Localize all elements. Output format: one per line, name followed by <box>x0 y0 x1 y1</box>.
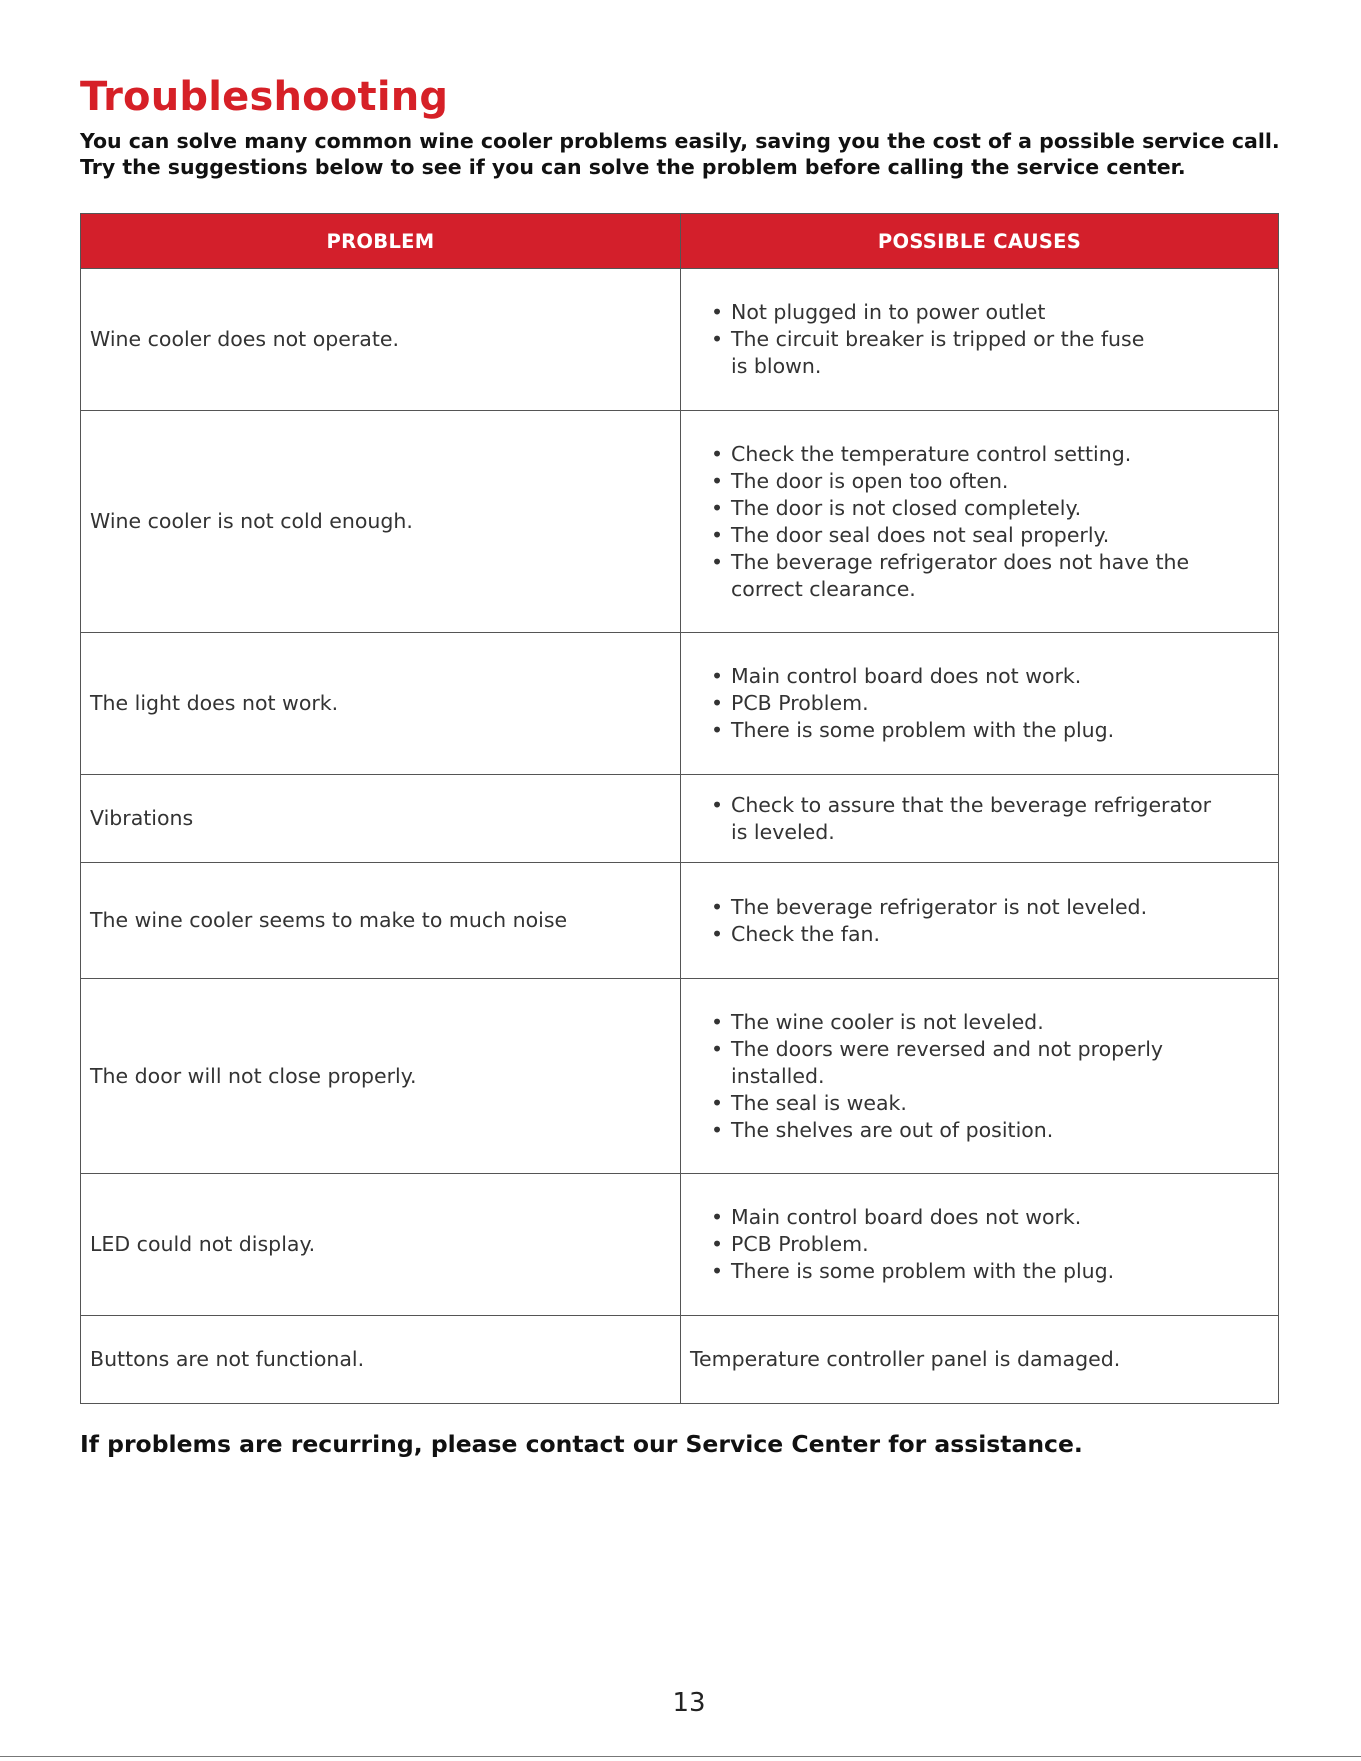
table-row <box>81 863 1279 979</box>
cause-item: • There is some problem with the plug. <box>709 717 1272 744</box>
causes-cell <box>681 633 1279 775</box>
cause-item: • Main control board does not work. <box>709 663 1272 690</box>
cause-item: • The wine cooler is not leveled. <box>709 1009 1272 1036</box>
table-row <box>81 633 1279 775</box>
troubleshooting-table <box>80 213 1279 1404</box>
page-number: 13 <box>672 1688 706 1718</box>
causes-cell <box>681 269 1279 411</box>
service-center-note: If problems are recurring, please contact our Service Center for assistance. <box>80 1430 1083 1458</box>
header-possible-causes: POSSIBLE CAUSES <box>681 214 1279 269</box>
problem-cell: LED could not display. <box>81 1174 681 1316</box>
problem-cell: Buttons are not functional. <box>81 1316 681 1404</box>
causes-list <box>709 663 1272 744</box>
table-row <box>81 979 1279 1174</box>
causes-list <box>709 299 1272 380</box>
cause-item: • The circuit breaker is tripped or the fuse is blown. <box>709 326 1272 380</box>
cause-item-continuation: is leveled. <box>731 819 835 844</box>
causes-list <box>709 1009 1272 1144</box>
causes-list <box>709 1204 1272 1285</box>
causes-cell <box>681 979 1279 1174</box>
cause-item: • The door seal does not seal properly. <box>709 522 1272 549</box>
table-header-row <box>81 214 1279 269</box>
causes-list <box>709 792 1272 846</box>
causes-cell <box>681 775 1279 863</box>
causes-list <box>709 894 1272 948</box>
table-row <box>81 1316 1279 1404</box>
cause-item: • The beverage refrigerator does not have the correct clearance. <box>709 549 1272 603</box>
cause-item: • The shelves are out of position. <box>709 1117 1272 1144</box>
cause-item: • Main control board does not work. <box>709 1204 1272 1231</box>
cause-item: • PCB Problem. <box>709 690 1272 717</box>
cause-item-continuation: installed. <box>731 1063 825 1088</box>
cause-item: • The beverage refrigerator is not leveled. <box>709 894 1272 921</box>
causes-cell <box>681 411 1279 633</box>
cause-item-continuation: correct clearance. <box>731 576 916 601</box>
causes-cell <box>681 1174 1279 1316</box>
table-row <box>81 411 1279 633</box>
header-problem: PROBLEM <box>81 214 681 269</box>
intro-line-2: Try the suggestions below to see if you can solve the problem before calling the service center. <box>80 155 1186 179</box>
cause-item: • Check to assure that the beverage refrigerator is leveled. <box>709 792 1272 846</box>
cause-item: • There is some problem with the plug. <box>709 1258 1272 1285</box>
table-row <box>81 775 1279 863</box>
cause-item: • Check the fan. <box>709 921 1272 948</box>
cause-item: • Check the temperature control setting. <box>709 441 1272 468</box>
bottom-divider <box>0 1756 1361 1757</box>
problem-cell: Wine cooler does not operate. <box>81 269 681 411</box>
problem-cell: The wine cooler seems to make to much noise <box>81 863 681 979</box>
cause-item: • The door is not closed completely. <box>709 495 1272 522</box>
cause-item: • The seal is weak. <box>709 1090 1272 1117</box>
cause-item-continuation: is blown. <box>731 354 822 378</box>
causes-list <box>709 441 1272 603</box>
table-row <box>81 1174 1279 1316</box>
causes-cell: Temperature controller panel is damaged. <box>681 1316 1279 1404</box>
causes-cell <box>681 863 1279 979</box>
cause-item: • Not plugged in to power outlet <box>709 299 1272 326</box>
problem-cell: The door will not close properly. <box>81 979 681 1174</box>
intro-text <box>80 128 1300 180</box>
problem-cell: Wine cooler is not cold enough. <box>81 411 681 633</box>
problem-cell: The light does not work. <box>81 633 681 775</box>
cause-item: • The doors were reversed and not properly installed. <box>709 1036 1272 1090</box>
cause-item: • The door is open too often. <box>709 468 1272 495</box>
cause-item: • PCB Problem. <box>709 1231 1272 1258</box>
problem-cell: Vibrations <box>81 775 681 863</box>
table-row <box>81 269 1279 411</box>
intro-line-1: You can solve many common wine cooler problems easily, saving you the cost of a possible service call. <box>80 129 1280 153</box>
page-title: Troubleshooting <box>80 74 449 120</box>
